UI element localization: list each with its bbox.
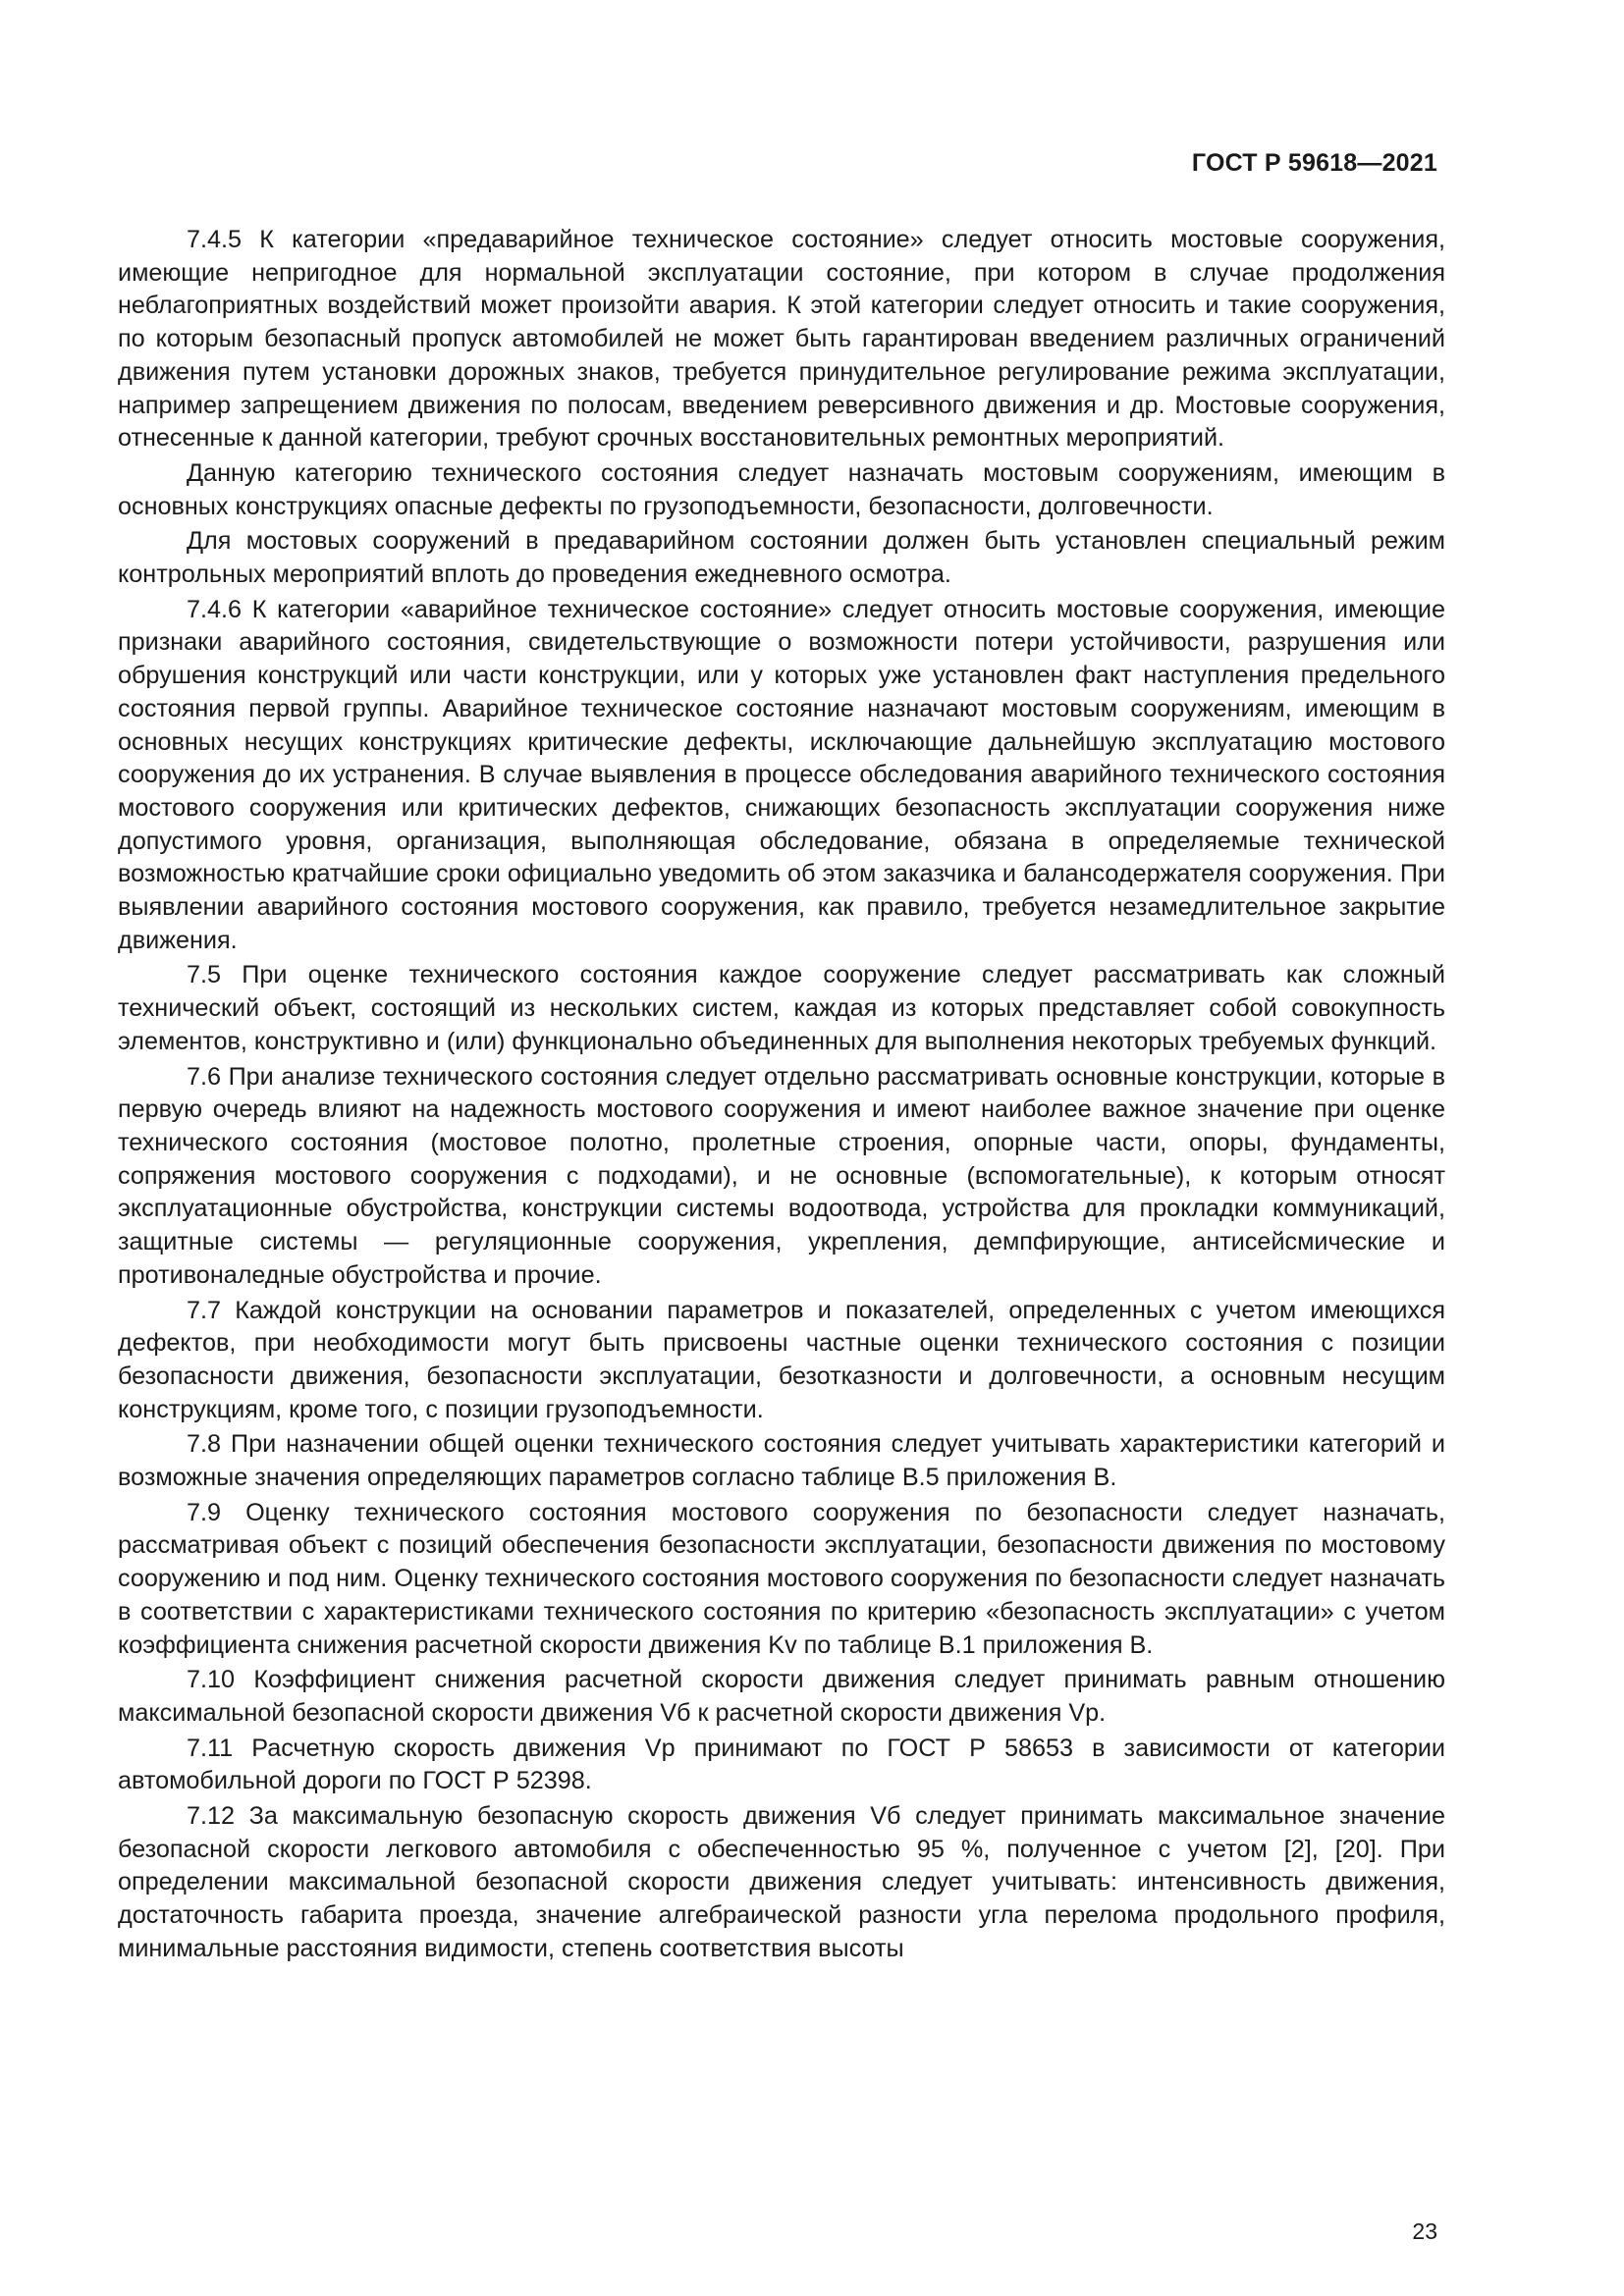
document-body <box>118 224 1445 1968</box>
paragraph-control-regime: Для мостовых сооружений в предаварийном состоянии должен быть установлен специальный режим контрольных мероприятий вплоть до проведения ежедневного осмотра. <box>118 527 1445 589</box>
paragraph-7-4-5: 7.4.5 К категории «предаварийное техническое состояние» следует относить мостовые сооружения, имеющие непригодное для нормальной эксплуатации состояние, при котором в случае продолжения неблагоприятных воздействий может произойти авария. К этой категории следует относить и такие сооружения, по которым безопасный пропуск автомобилей не может быть гарантирован введением различных ограничений движения путем установки дорожных знаков, требуется принудительное регулирование режима эксплуатации, например запрещением движения по полосам, введением реверсивного движения и др. Мостовые сооружения, отнесенные к данной категории, требуют срочных восстановительных ремонтных мероприятий. <box>118 226 1445 453</box>
paragraph-7-4-6: 7.4.6 К категории «аварийное техническое состояние» следует относить мостовые сооружения, имеющие признаки аварийного состояния, свидетельствующие о возможности потери устойчивости, разрушения или обрушения конструкций или части конструкции, или у которых уже установлен факт наступления предельного состояния первой группы. Аварийное техническое состояние назначают мостовым сооружениям, имеющим в основных несущих конструкциях критические дефекты, исключающие дальнейшую эксплуатацию мостового сооружения до их устранения. В случае выявления в процессе обследования аварийного технического состояния мостового сооружения или критических дефектов, снижающих безопасность эксплуатации сооружения ниже допустимого уровня, организация, выполняющая обследование, обязана в определяемые технической возможностью кратчайшие сроки официально уведомить об этом заказчика и балансодержателя сооружения. При выявлении аварийного состояния мостового сооружения, как правило, требуется незамедлительное закрытие движения. <box>118 595 1445 954</box>
page-number: 23 <box>1412 2218 1437 2244</box>
paragraph-7-7: 7.7 Каждой конструкции на основании параметров и показателей, определенных с учетом имеющихся дефектов, при необходимости могут быть присвоены частные оценки технического состояния с позиции безопасности движения, безопасности эксплуатации, безотказности и долговечности, а основным несущим конструкциям, кроме того, с позиции грузоподъемности. <box>118 1296 1445 1423</box>
paragraph-7-11: 7.11 Расчетную скорость движения Vр принимают по ГОСТ Р 58653 в зависимости от категории автомобильной дороги по ГОСТ Р 52398. <box>118 1734 1445 1795</box>
paragraph-7-12: 7.12 За максимальную безопасную скорость движения Vб следует принимать максимальное значение безопасной скорости легкового автомобиля с обеспеченностью 95 %, полученное с учетом [2], [20]. При определении максимальной безопасной скорости движения следует учитывать: интенсивность движения, достаточность габарита проезда, значение алгебраической разности угла перелома продольного профиля, минимальные расстояния видимости, степень соответствия высоты <box>118 1802 1445 1962</box>
paragraph-category-assignment: Данную категорию технического состояния следует назначать мостовым сооружениям, имеющим в основных конструкциях опасные дефекты по грузоподъемности, безопасности, долговечности. <box>118 458 1445 520</box>
paragraph-7-10: 7.10 Коэффициент снижения расчетной скорости движения следует принимать равным отношению максимальной безопасной скорости движения Vб к расчетной скорости движения Vр. <box>118 1666 1445 1727</box>
paragraph-7-9: 7.9 Оценку технического состояния мостового сооружения по безопасности следует назначать, рассматривая объект с позиций обеспечения безопасности эксплуатации, безопасности движения по мостовому сооружению и под ним. Оценку технического состояния мостового сооружения по безопасности следует назначать в соответствии с характеристиками технического состояния по критерию «безопасность эксплуатации» с учетом коэффициента снижения расчетной скорости движения Kv по таблице В.1 приложения В. <box>118 1498 1445 1659</box>
paragraph-7-6: 7.6 При анализе технического состояния следует отдельно рассматривать основные конструкции, которые в первую очередь влияют на надежность мостового сооружения и имеют наиболее важное значение при оценке технического состояния (мостовое полотно, пролетные строения, опорные части, опоры, фундаменты, сопряжения мостового сооружения с подходами), и не основные (вспомогательные), к которым относят эксплуатационные обустройства, конструкции системы водоотвода, устройства для прокладки коммуникаций, защитные системы — регуляционные сооружения, укрепления, демпфирующие, антисейсмические и противоналедные обустройства и прочие. <box>118 1062 1445 1289</box>
document-header: ГОСТ Р 59618—2021 <box>1191 149 1437 177</box>
paragraph-7-8: 7.8 При назначении общей оценки технического состояния следует учитывать характеристики категорий и возможные значения определяющих параметров согласно таблице В.5 приложения В. <box>118 1430 1445 1492</box>
paragraph-7-5: 7.5 При оценке технического состояния каждое сооружение следует рассматривать как сложный технический объект, состоящий из нескольких систем, каждая из которых представляет собой совокупность элементов, конструктивно и (или) функционально объединенных для выполнения некоторых требуемых функций. <box>118 961 1445 1055</box>
